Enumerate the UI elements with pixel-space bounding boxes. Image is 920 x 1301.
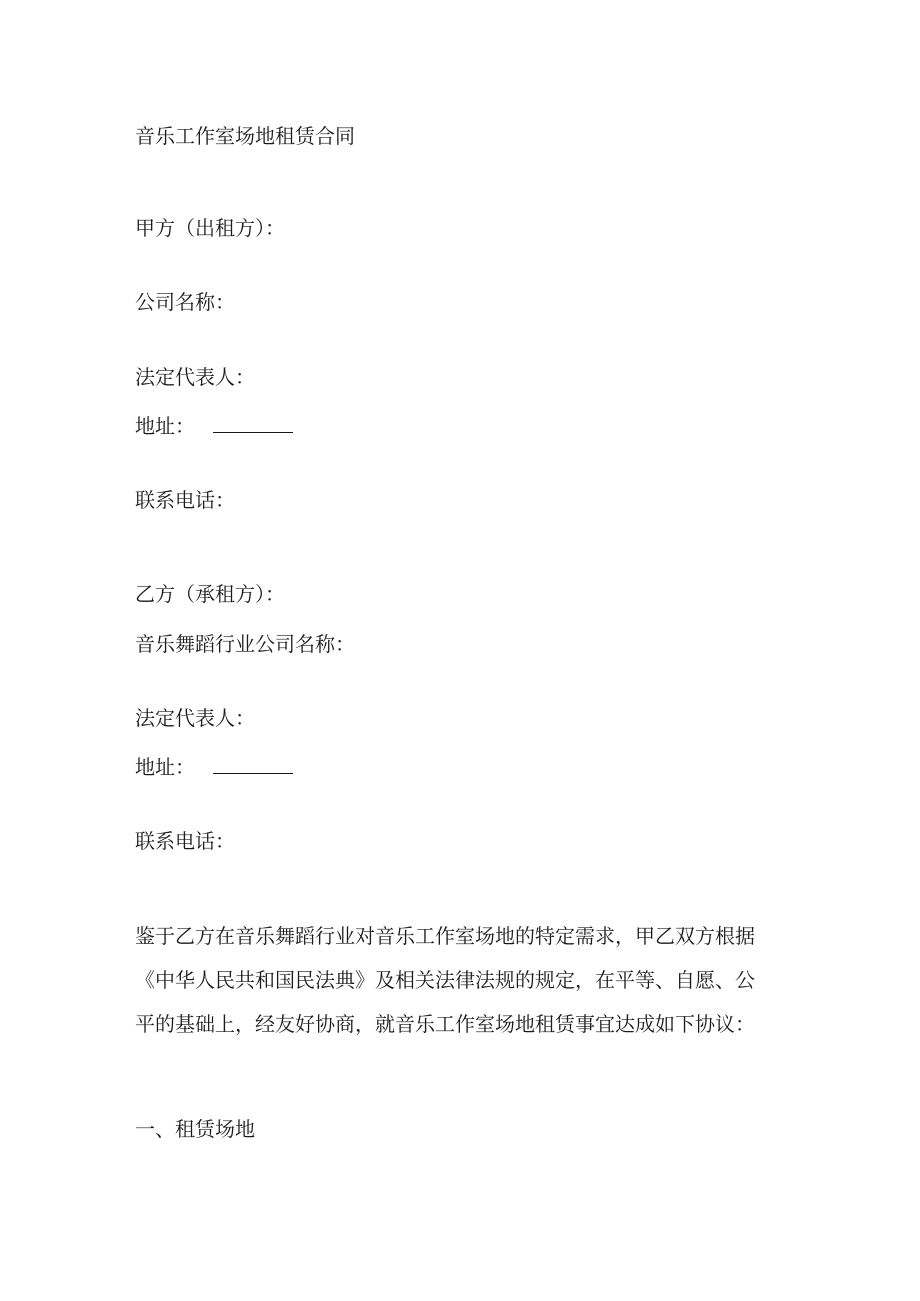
party-a-address-label: 地址： — [135, 414, 195, 438]
party-b-phone-label: 联系电话： — [135, 829, 235, 853]
section-1-heading: 一、租赁场地 — [135, 1117, 255, 1141]
party-b-address-row — [135, 755, 293, 779]
party-b-heading: 乙方（承租方）： — [135, 582, 285, 606]
party-b-address-label: 地址： — [135, 755, 195, 779]
party-a-phone-label: 联系电话： — [135, 488, 235, 512]
preamble-line: 《中华人民共和国民法典》及相关法律法规的规定，在平等、自愿、公 — [135, 968, 755, 992]
party-a-address-row — [135, 414, 293, 438]
preamble-line: 鉴于乙方在音乐舞蹈行业对音乐工作室场地的特定需求，甲乙双方根据 — [135, 924, 755, 948]
party-a-representative-label: 法定代表人： — [135, 365, 255, 389]
preamble-line: 平的基础上，经友好协商，就音乐工作室场地租赁事宜达成如下协议： — [135, 1012, 755, 1036]
party-b-address-blank — [213, 755, 293, 774]
party-b-representative-label: 法定代表人： — [135, 706, 255, 730]
party-a-heading: 甲方（出租方）： — [135, 216, 285, 240]
party-a-address-blank — [213, 414, 293, 433]
party-b-company-label: 音乐舞蹈行业公司名称： — [135, 632, 355, 656]
preamble-paragraph — [135, 914, 775, 1046]
party-a-company-label: 公司名称： — [135, 290, 235, 314]
document-title: 音乐工作室场地租赁合同 — [135, 124, 355, 148]
